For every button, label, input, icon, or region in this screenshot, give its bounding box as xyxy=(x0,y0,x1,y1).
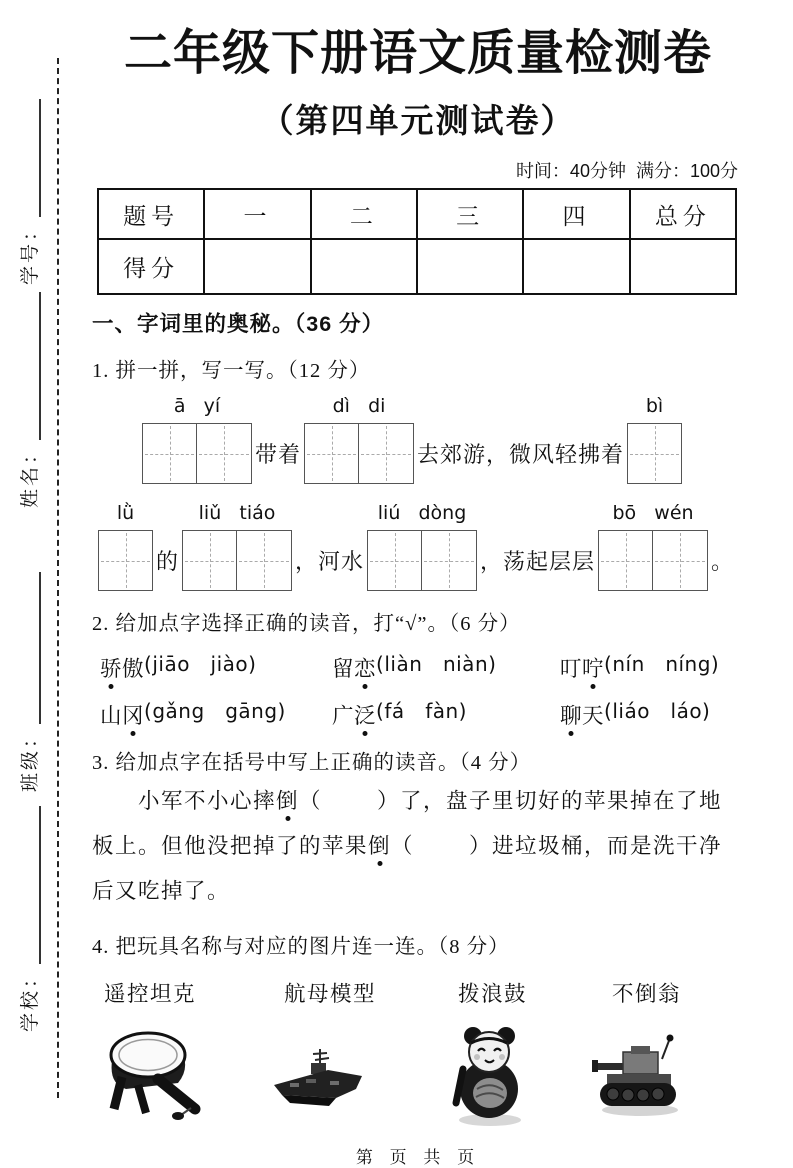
pinyin-options: (fá fàn) xyxy=(376,699,467,723)
score-header-total: 总分 xyxy=(630,189,736,239)
class-label: 班级： xyxy=(20,725,41,792)
writing-cell xyxy=(359,423,414,484)
connector-text: 。 xyxy=(711,549,735,574)
writing-grid xyxy=(627,423,682,484)
pellet-drum-image xyxy=(94,1021,212,1128)
passage-text: （ ）进垃圾桶，而是洗干净 xyxy=(391,834,723,858)
student-id-blank-line xyxy=(20,99,41,217)
student-name-label: 姓名： xyxy=(20,441,41,508)
pronunciation-choice-item xyxy=(332,699,560,730)
score-header-part3: 三 xyxy=(417,189,523,239)
word-char: 山 xyxy=(100,704,123,728)
student-id-field xyxy=(15,99,42,285)
dotted-word xyxy=(560,699,604,730)
passage-text: （ ）了，盘子里切好的苹果掉在了地 xyxy=(299,789,723,813)
toy-name-remote-tank: 遥控坦克 xyxy=(104,982,197,1006)
passage-text: 小军不小心摔 xyxy=(138,789,277,813)
score-cell xyxy=(204,239,310,294)
q4-toy-names-row xyxy=(92,977,744,1009)
connector-text: 带着 xyxy=(255,442,302,467)
writing-grid xyxy=(142,423,252,484)
student-id-label: 学号： xyxy=(20,218,41,285)
score-header-question: 题号 xyxy=(98,189,204,239)
q1-grid-row-2 xyxy=(98,502,744,591)
score-cell xyxy=(630,239,736,294)
school-blank-line xyxy=(20,806,41,964)
pinyin-options: (liáo láo) xyxy=(604,699,711,723)
score-header-part4: 四 xyxy=(523,189,629,239)
pinyin-grid-unit xyxy=(367,502,477,591)
pinyin-label: lǜ xyxy=(116,502,135,524)
dotted-char: 倒 xyxy=(276,789,300,813)
exam-time-score-meta: 时间：40分钟 满分：100分 xyxy=(515,161,738,181)
section1-heading: 一、字词里的奥秘。（36 分） xyxy=(92,312,385,336)
pinyin-label: dì di xyxy=(332,395,386,417)
pinyin-grid-unit xyxy=(98,502,153,591)
tank-image xyxy=(592,1033,688,1124)
score-cell xyxy=(417,239,523,294)
writing-grid xyxy=(182,530,292,591)
q4-label: 4. 把玩具名称与对应的图片连一连。（8 分） xyxy=(92,936,510,958)
pinyin-grid-unit xyxy=(182,502,292,591)
word-char: 骄 xyxy=(100,657,123,681)
writing-grid xyxy=(304,423,414,484)
word-char: 聊 xyxy=(560,704,583,728)
pinyin-label: liǔ tiáo xyxy=(198,502,276,524)
score-header-part1: 一 xyxy=(204,189,310,239)
writing-cell xyxy=(237,530,292,591)
aircraft-carrier-image xyxy=(268,1043,368,1120)
pinyin-grid-unit xyxy=(304,395,414,484)
writing-cell xyxy=(367,530,422,591)
pinyin-label: liú dòng xyxy=(377,502,467,524)
writing-cell xyxy=(653,530,708,591)
class-blank-line xyxy=(20,572,41,724)
word-char: 傲 xyxy=(122,657,145,681)
pronunciation-choice-item xyxy=(100,652,332,683)
connector-text: ，荡起层层 xyxy=(480,549,596,574)
writing-grid xyxy=(98,530,153,591)
pronunciation-choice-item xyxy=(560,652,719,683)
score-table-header-row xyxy=(98,189,736,239)
dotted-word xyxy=(100,699,144,730)
passage-text: 板上。但他没把掉了的苹果 xyxy=(92,834,369,858)
dotted-word xyxy=(332,699,376,730)
writing-grid xyxy=(598,530,708,591)
class-field xyxy=(15,572,42,792)
q3-passage xyxy=(92,779,744,914)
q4-toy-images-row xyxy=(92,1021,744,1139)
writing-cell xyxy=(182,530,237,591)
student-name-blank-line xyxy=(20,292,41,440)
page-footer: 第 页 共 页 xyxy=(355,1148,481,1167)
writing-grid xyxy=(367,530,477,591)
page-subtitle: （第四单元测试卷） xyxy=(260,102,576,139)
connector-text: 去郊游，微风轻拂着 xyxy=(417,442,625,467)
q2-choices-row-2 xyxy=(100,699,744,730)
writing-cell xyxy=(197,423,252,484)
dotted-word xyxy=(332,652,376,683)
q2-label: 2. 给加点字选择正确的读音，打“√”。（6 分） xyxy=(92,613,521,635)
writing-cell xyxy=(304,423,359,484)
word-char: 咛 xyxy=(582,657,605,681)
pinyin-label: ā yí xyxy=(173,395,221,417)
page-title: 二年级下册语文质量检测卷 xyxy=(123,27,712,80)
writing-cell xyxy=(98,530,153,591)
word-char: 恋 xyxy=(354,657,377,681)
score-cell xyxy=(311,239,417,294)
pinyin-options: (liàn niàn) xyxy=(376,652,497,676)
connector-text: 的 xyxy=(156,549,180,574)
school-field xyxy=(15,806,42,1032)
pinyin-options: (gǎng gāng) xyxy=(144,699,286,723)
pronunciation-choice-item xyxy=(332,652,560,683)
score-table xyxy=(97,188,737,295)
pinyin-grid-unit xyxy=(627,395,682,484)
score-cell xyxy=(523,239,629,294)
dotted-char: 倒 xyxy=(368,834,392,858)
score-header-part2: 二 xyxy=(311,189,417,239)
pronunciation-choice-item xyxy=(100,699,332,730)
connector-text: ，河水 xyxy=(295,549,365,574)
word-char: 广 xyxy=(332,704,355,728)
toy-name-carrier-model: 航母模型 xyxy=(284,982,377,1006)
pinyin-label: bō wén xyxy=(612,502,694,524)
seal-dashed-line xyxy=(57,58,59,1098)
word-char: 留 xyxy=(332,657,355,681)
q1-label: 1. 拼一拼，写一写。（12 分） xyxy=(92,360,371,382)
word-char: 泛 xyxy=(354,704,377,728)
writing-cell xyxy=(422,530,477,591)
writing-cell xyxy=(598,530,653,591)
pinyin-grid-unit xyxy=(598,502,708,591)
pinyin-label: bì xyxy=(645,395,664,417)
passage-line xyxy=(92,869,744,914)
dotted-word xyxy=(100,652,144,683)
pronunciation-choice-item xyxy=(560,699,710,730)
word-char: 叮 xyxy=(560,657,583,681)
word-char: 冈 xyxy=(122,704,145,728)
passage-line xyxy=(92,824,744,869)
toy-name-tumbler: 不倒翁 xyxy=(612,982,682,1006)
word-char: 天 xyxy=(582,704,605,728)
score-row-label: 得分 xyxy=(98,239,204,294)
school-label: 学校： xyxy=(20,965,41,1032)
student-name-field xyxy=(15,292,42,508)
passage-text: 后又吃掉了。 xyxy=(92,879,231,903)
exam-paper xyxy=(92,0,744,1168)
q1-grid-row-1 xyxy=(142,395,744,484)
q2-choices-row-1 xyxy=(100,652,744,683)
writing-cell xyxy=(627,423,682,484)
pinyin-grid-unit xyxy=(142,395,252,484)
passage-line xyxy=(92,779,744,824)
dotted-word xyxy=(560,652,604,683)
q3-label: 3. 给加点字在括号中写上正确的读音。（4 分） xyxy=(92,752,532,774)
score-table-score-row xyxy=(98,239,736,294)
panda-tumbler-image xyxy=(448,1023,532,1132)
toy-name-pellet-drum: 拨浪鼓 xyxy=(458,982,528,1006)
pinyin-options: (nín níng) xyxy=(604,652,720,676)
writing-cell xyxy=(142,423,197,484)
pinyin-options: (jiāo jiào) xyxy=(144,652,257,676)
